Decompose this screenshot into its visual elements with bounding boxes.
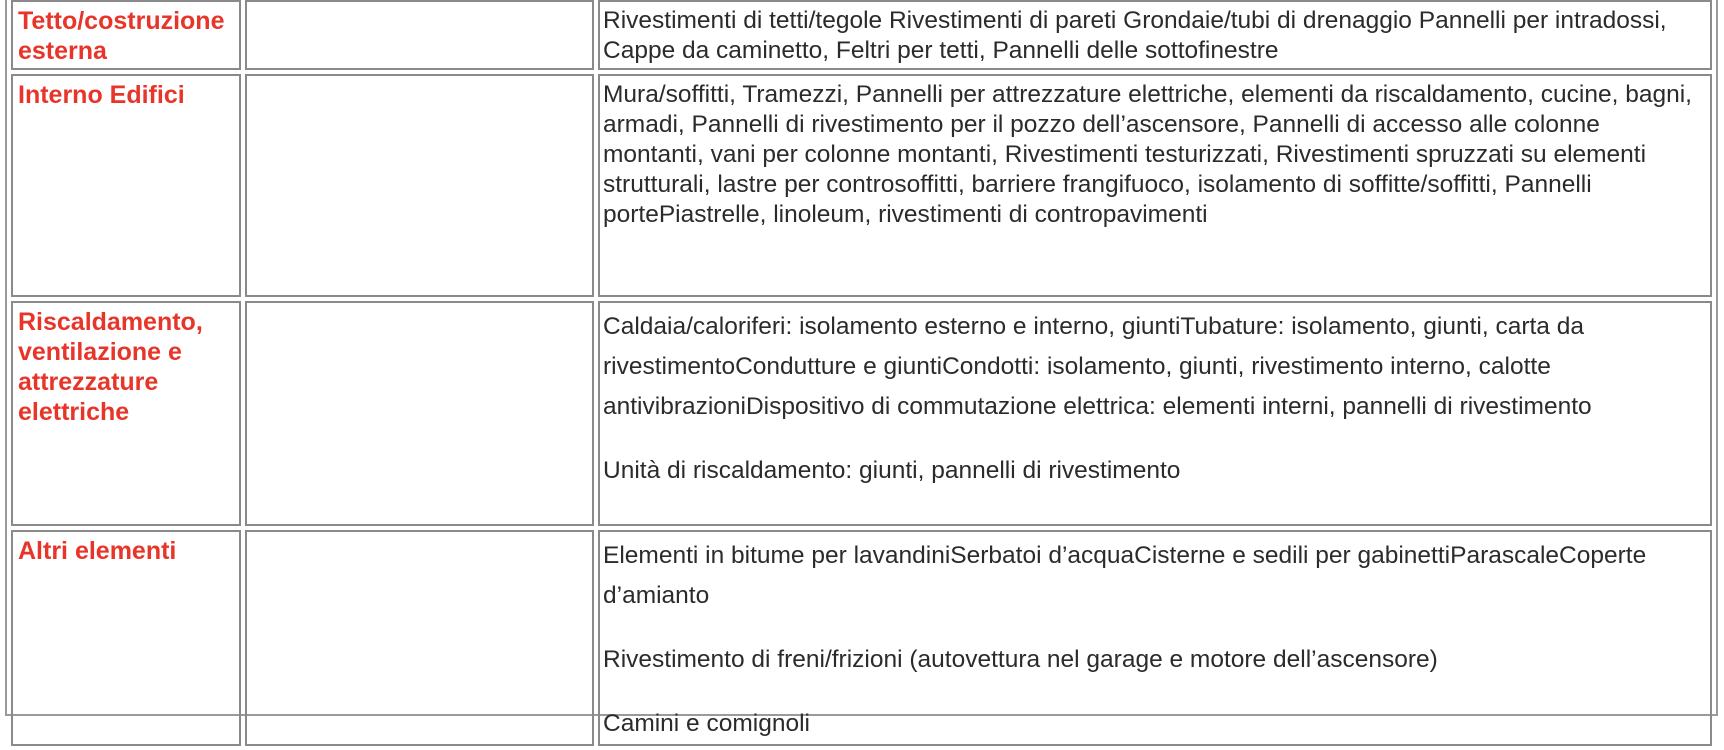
table-row (11, 74, 1712, 297)
category-cell: Tetto/costruzione esterna (11, 0, 241, 70)
category-cell: Altri elementi (11, 530, 241, 746)
description-text: Rivestimenti di tetti/tegole Rivestimenti di pareti Grondaie/tubi di drenaggio Pannelli per intradossi, Cappe da caminetto, Feltri per tetti, Pannelli delle sottofinestre (603, 7, 1667, 64)
description-text: Mura/soffitti, Tramezzi, Pannelli per attrezzature elettriche, elementi da riscaldamento, cucine, bagni, armadi, Pannelli di rivestimento per il pozzo dell’ascensore, Pannelli di accesso alle colonne montanti, vani per colonne montanti, Rivestimenti testurizzati, Rivestimenti spruzzati su elementi strutturali, lastre per controsoffitti, barriere frangifuoco, isolamento di soffitte/soffitti, Pannelli portePiastrelle, linoleum, rivestimenti di contropavimenti (603, 81, 1692, 228)
description-text: Camini e comignoli (603, 710, 810, 737)
description-cell (598, 301, 1712, 526)
category-cell: Interno Edifici (11, 74, 241, 297)
table-row (11, 301, 1712, 526)
description-text: Caldaia/caloriferi: isolamento esterno e interno, giuntiTubature: isolamento, giunti, carta da rivestimentoCondutture e giuntiCondotti: isolamento, giunti, rivestimento interno, calotte antivibrazioniDispositivo di commutazione elettrica: elementi interni, pannelli di rivestimento (603, 313, 1592, 420)
table-row (11, 530, 1712, 746)
description-cell (598, 530, 1712, 746)
description-text: Rivestimento di freni/frizioni (autovettura nel garage e motore dell’ascensore) (603, 646, 1438, 673)
empty-cell (245, 0, 594, 70)
empty-cell (245, 74, 594, 297)
materials-table (7, 0, 1716, 750)
description-text: Unità di riscaldamento: giunti, pannelli di rivestimento (603, 457, 1181, 484)
description-text: Elementi in bitume per lavandiniSerbatoi d’acquaCisterne e sedili per gabinettiParascaleCoperte d’amianto (603, 542, 1647, 609)
description-cell (598, 0, 1712, 70)
table-row (11, 0, 1712, 70)
description-cell (598, 74, 1712, 297)
category-cell: Riscaldamento, ventilazione e attrezzature elettriche (11, 301, 241, 526)
empty-cell (245, 301, 594, 526)
empty-cell (245, 530, 594, 746)
